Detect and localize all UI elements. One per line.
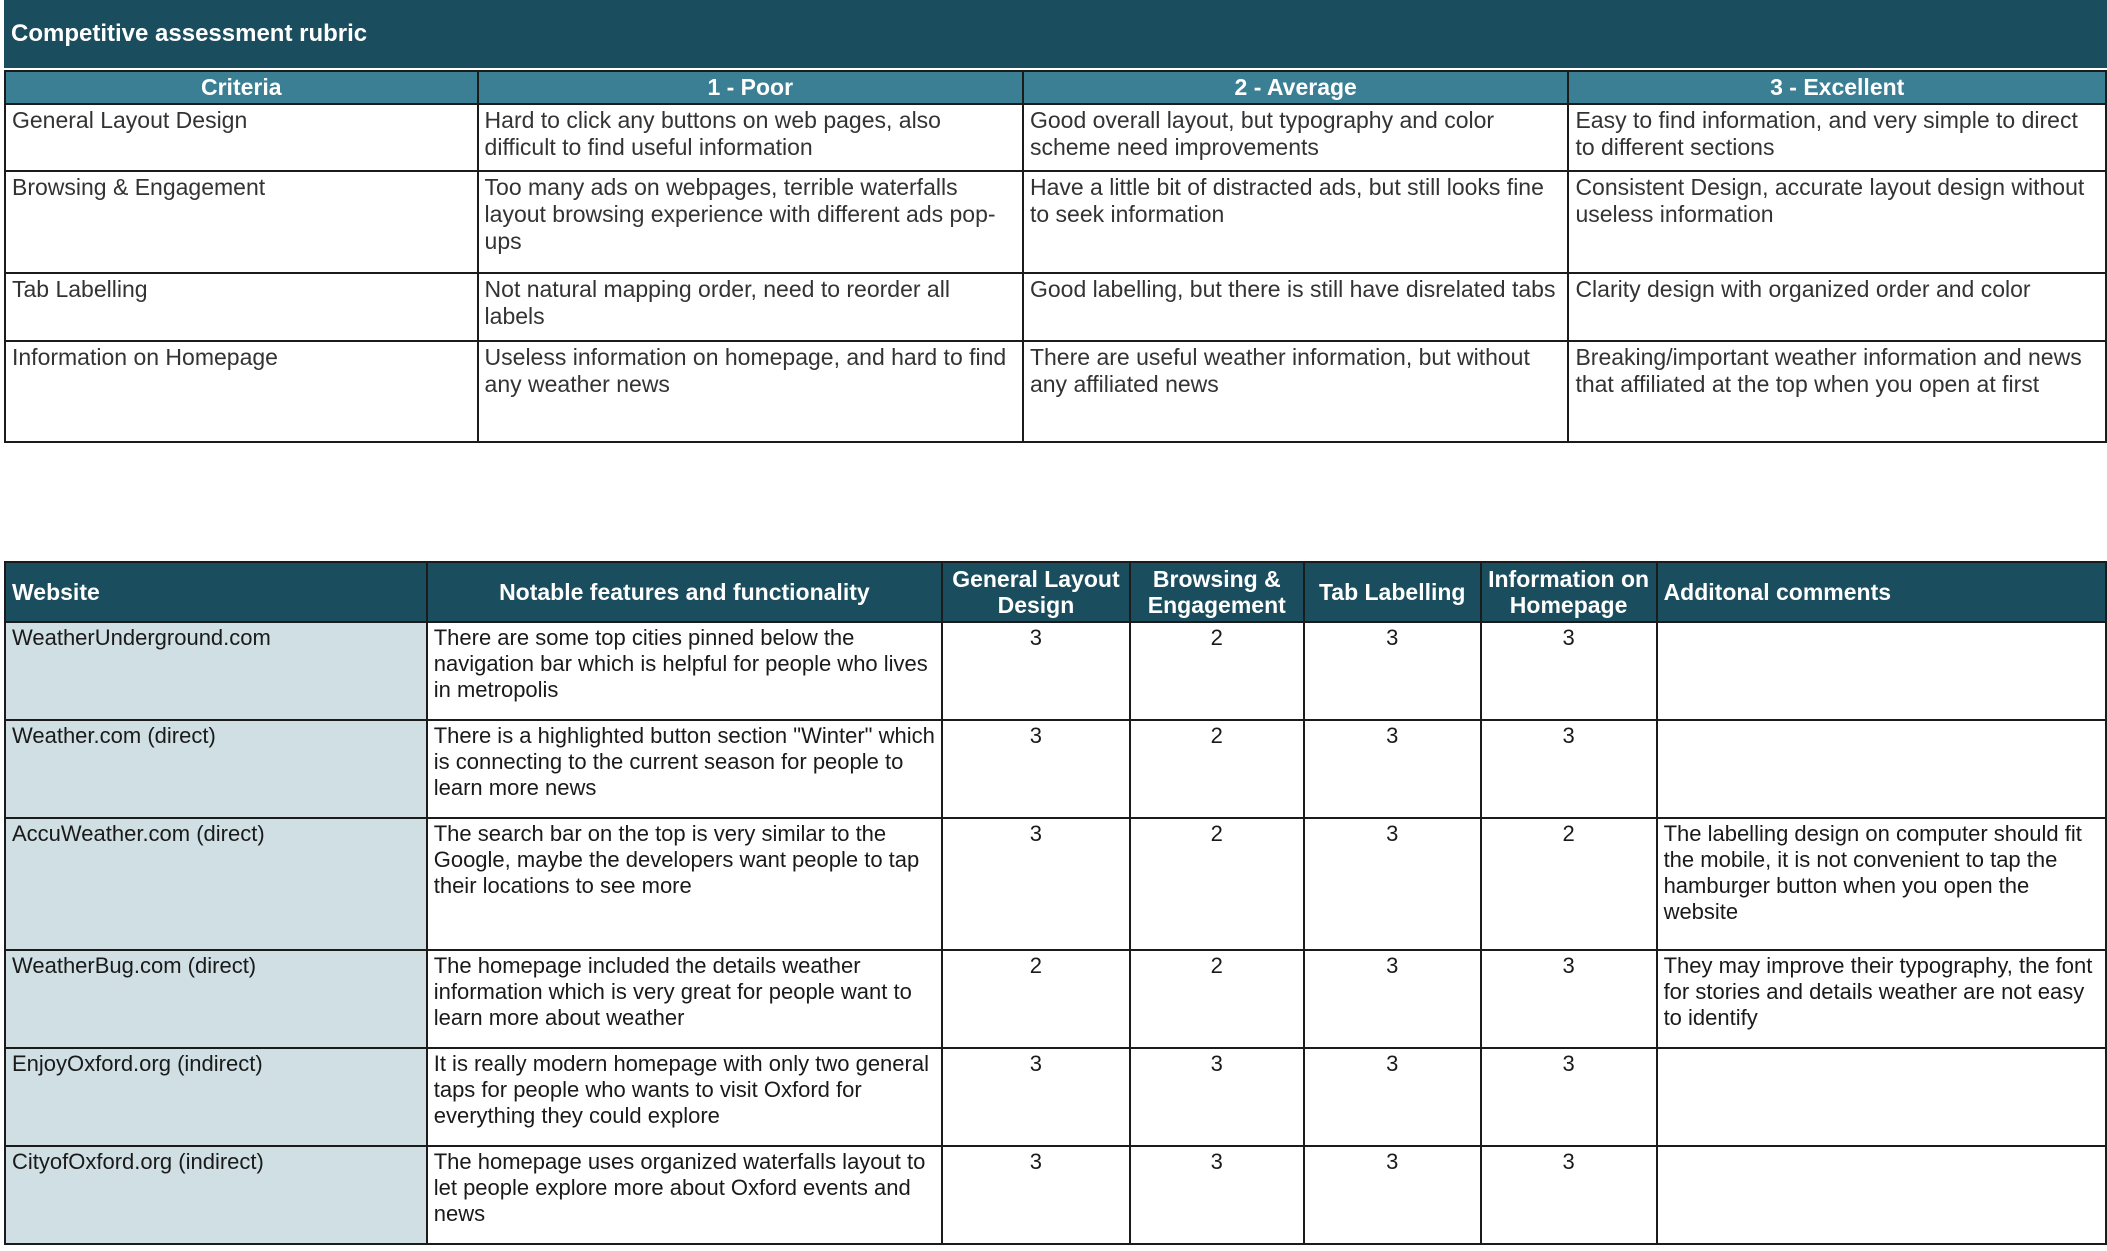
rubric-average-cell: Good overall layout, but typography and color scheme need improvements <box>1023 104 1568 171</box>
rubric-poor-cell: Useless information on homepage, and hard to find any weather news <box>478 341 1023 442</box>
rubric-row <box>5 273 2106 341</box>
tabs-score: 3 <box>1304 720 1481 818</box>
features-cell: The search bar on the top is very similar to the Google, maybe the developers want people to tap their locations to see more <box>427 818 942 950</box>
website-cell: WeatherUnderground.com <box>5 622 427 720</box>
rubric-row <box>5 104 2106 171</box>
layout-score: 3 <box>942 1048 1130 1146</box>
layout-score: 3 <box>942 720 1130 818</box>
layout-score: 2 <box>942 950 1130 1048</box>
rubric-poor-cell: Too many ads on webpages, terrible waterfalls layout browsing experience with different ads pop-ups <box>478 171 1023 273</box>
tabs-score: 3 <box>1304 1146 1481 1244</box>
layout-score: 3 <box>942 1146 1130 1244</box>
comments-cell: The labelling design on computer should fit the mobile, it is not convenient to tap the hamburger button when you open the website <box>1657 818 2106 950</box>
info-score: 3 <box>1481 622 1657 720</box>
website-cell: WeatherBug.com (direct) <box>5 950 427 1048</box>
browsing-score: 3 <box>1130 1048 1304 1146</box>
table-row <box>5 720 2106 818</box>
rubric-criteria-cell: Tab Labelling <box>5 273 478 341</box>
browsing-score: 2 <box>1130 950 1304 1048</box>
rubric-poor-cell: Not natural mapping order, need to reorder all labels <box>478 273 1023 341</box>
browsing-score: 3 <box>1130 1146 1304 1244</box>
rubric-excellent-cell: Consistent Design, accurate layout design without useless information <box>1568 171 2106 273</box>
rubric-header-average: 2 - Average <box>1023 71 1568 104</box>
info-score: 3 <box>1481 950 1657 1048</box>
website-cell: Weather.com (direct) <box>5 720 427 818</box>
rubric-header-criteria: Criteria <box>5 71 478 104</box>
features-cell: There is a highlighted button section "Winter" which is connecting to the current season for people to learn more news <box>427 720 942 818</box>
layout-score: 3 <box>942 622 1130 720</box>
tabs-score: 3 <box>1304 622 1481 720</box>
header-tabs: Tab Labelling <box>1304 562 1481 622</box>
header-layout: General Layout Design <box>942 562 1130 622</box>
tabs-score: 3 <box>1304 1048 1481 1146</box>
comments-cell: They may improve their typography, the font for stories and details weather are not easy to identify <box>1657 950 2106 1048</box>
rubric-header-poor: 1 - Poor <box>478 71 1023 104</box>
rubric-header-row <box>5 71 2106 104</box>
table-row <box>5 1048 2106 1146</box>
table-row <box>5 622 2106 720</box>
comments-cell <box>1657 622 2106 720</box>
rubric-poor-cell: Hard to click any buttons on web pages, also difficult to find useful information <box>478 104 1023 171</box>
website-cell: EnjoyOxford.org (indirect) <box>5 1048 427 1146</box>
header-browsing: Browsing & Engagement <box>1130 562 1304 622</box>
header-features: Notable features and functionality <box>427 562 942 622</box>
rubric-average-cell: Good labelling, but there is still have disrelated tabs <box>1023 273 1568 341</box>
rubric-excellent-cell: Easy to find information, and very simple to direct to different sections <box>1568 104 2106 171</box>
rubric-row <box>5 171 2106 273</box>
rubric-criteria-cell: General Layout Design <box>5 104 478 171</box>
browsing-score: 2 <box>1130 818 1304 950</box>
info-score: 3 <box>1481 1146 1657 1244</box>
rubric-average-cell: Have a little bit of distracted ads, but still looks fine to seek information <box>1023 171 1568 273</box>
website-cell: CityofOxford.org (indirect) <box>5 1146 427 1244</box>
features-cell: It is really modern homepage with only two general taps for people who wants to visit Oxford for everything they could explore <box>427 1048 942 1146</box>
header-info: Information on Homepage <box>1481 562 1657 622</box>
header-comments: Additonal comments <box>1657 562 2106 622</box>
tabs-score: 3 <box>1304 950 1481 1048</box>
comments-cell <box>1657 720 2106 818</box>
features-cell: The homepage included the details weather information which is very great for people want to learn more about weather <box>427 950 942 1048</box>
layout-score: 3 <box>942 818 1130 950</box>
tabs-score: 3 <box>1304 818 1481 950</box>
info-score: 3 <box>1481 1048 1657 1146</box>
info-score: 2 <box>1481 818 1657 950</box>
features-cell: There are some top cities pinned below the navigation bar which is helpful for people who lives in metropolis <box>427 622 942 720</box>
rubric-table <box>4 70 2107 443</box>
rubric-title: Competitive assessment rubric <box>4 0 2107 68</box>
rubric-excellent-cell: Breaking/important weather information and news that affiliated at the top when you open at first <box>1568 341 2106 442</box>
info-score: 3 <box>1481 720 1657 818</box>
website-cell: AccuWeather.com (direct) <box>5 818 427 950</box>
comparison-header-row <box>5 562 2106 622</box>
features-cell: The homepage uses organized waterfalls layout to let people explore more about Oxford events and news <box>427 1146 942 1244</box>
rubric-criteria-cell: Browsing & Engagement <box>5 171 478 273</box>
table-row <box>5 818 2106 950</box>
header-website: Website <box>5 562 427 622</box>
rubric-header-excellent: 3 - Excellent <box>1568 71 2106 104</box>
rubric-row <box>5 341 2106 442</box>
comments-cell <box>1657 1146 2106 1244</box>
browsing-score: 2 <box>1130 720 1304 818</box>
comparison-table <box>4 561 2107 1245</box>
table-row <box>5 950 2106 1048</box>
rubric-criteria-cell: Information on Homepage <box>5 341 478 442</box>
browsing-score: 2 <box>1130 622 1304 720</box>
comments-cell <box>1657 1048 2106 1146</box>
rubric-excellent-cell: Clarity design with organized order and color <box>1568 273 2106 341</box>
rubric-average-cell: There are useful weather information, but without any affiliated news <box>1023 341 1568 442</box>
table-row <box>5 1146 2106 1244</box>
